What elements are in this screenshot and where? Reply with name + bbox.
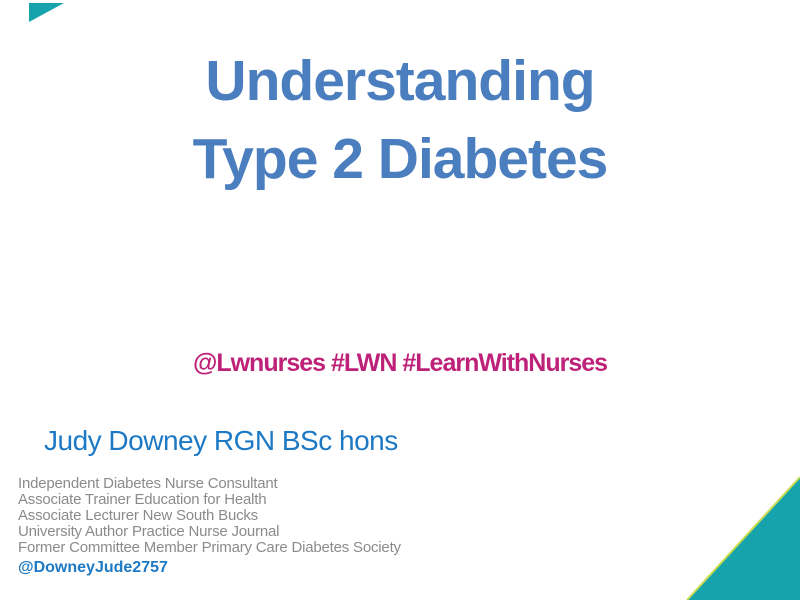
slide-title-line1: Understanding bbox=[205, 49, 595, 113]
twitter-handle: @DowneyJude2757 bbox=[18, 559, 168, 576]
credential-line: Associate Lecturer New South Bucks bbox=[18, 507, 258, 524]
credentials-block bbox=[18, 476, 401, 556]
credential-line: University Author Practice Nurse Journal bbox=[18, 523, 280, 540]
lime-accent-edge bbox=[687, 477, 800, 600]
slide-title-line2: Type 2 Diabetes bbox=[192, 127, 608, 191]
social-hashtag-line: @Lwnurses #LWN #LearnWithNurses bbox=[192, 349, 608, 377]
teal-triangle-bottom-right-icon bbox=[687, 477, 800, 600]
credential-line: Independent Diabetes Nurse Consultant bbox=[18, 475, 278, 492]
slide-title bbox=[0, 42, 800, 198]
teal-triangle-top-left-icon bbox=[29, 3, 64, 22]
author-name: Judy Downey RGN BSc hons bbox=[44, 425, 398, 456]
credential-line: Associate Trainer Education for Health bbox=[18, 491, 267, 508]
credential-line: Former Committee Member Primary Care Diabetes Society bbox=[18, 539, 401, 556]
